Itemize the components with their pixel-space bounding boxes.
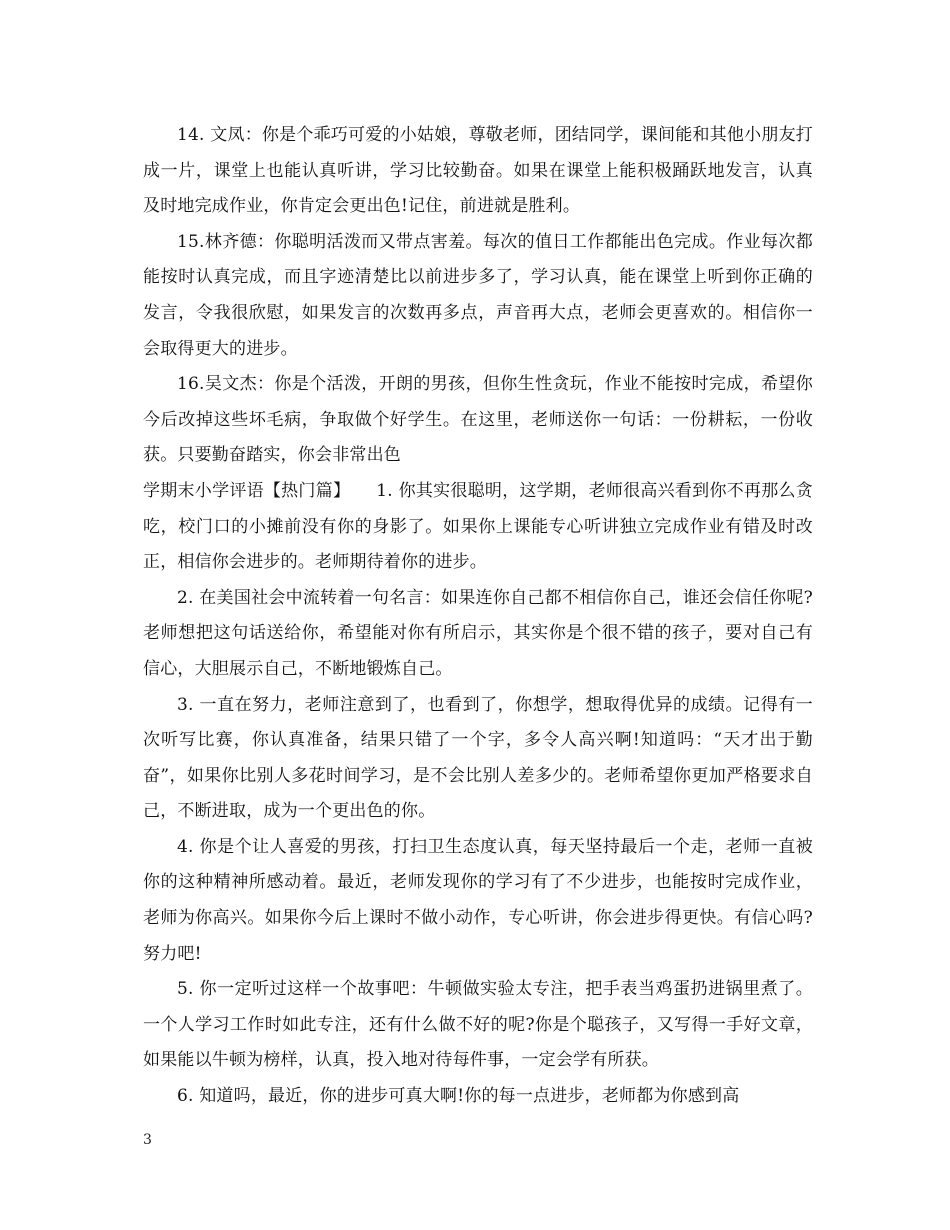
comment-paragraph-2: 2. 在美国社会中流转着一句名言：如果连你自己都不相信你自己，谁还会信任你呢?老师想把这句话送给你，希望能对你有所启示，其实你是个很不错的孩子，要对自己有信心，大胆展示自己，不断地锻炼自己。 — [143, 587, 813, 679]
comment-paragraph-15: 15.林齐德：你聪明活泼而又带点害羞。每次的值日工作都能出色完成。作业每次都能按时认真完成，而且字迹清楚比以前进步多了，学习认真，能在课堂上听到你正确的发言，令我很欣慰，如果发言的次数再多点，声音再大点，老师会更喜欢的。相信你一会取得更大的进步。 — [143, 231, 813, 359]
document-body — [143, 118, 813, 1115]
comment-paragraph-4: 4. 你是个让人喜爱的男孩，打扫卫生态度认真，每天坚持最后一个走，老师一直被你的这种精神所感动着。最近，老师发现你的学习有了不少进步，也能按时完成作业，老师为你高兴。如果你今后上课时不做小动作，专心听讲，你会进步得更快。有信心吗?努力吧! — [143, 836, 813, 964]
comment-paragraph-14: 14. 文凤：你是个乖巧可爱的小姑娘，尊敬老师，团结同学，课间能和其他小朋友打成一片，课堂上也能认真听讲，学习比较勤奋。如果在课堂上能积极踊跃地发言，认真及时地完成作业，你肯定会更出色!记住，前进就是胜利。 — [143, 125, 813, 217]
comment-paragraph-6: 6. 知道吗，最近，你的进步可真大啊!你的每一点进步，老师都为你感到高 — [177, 1086, 740, 1107]
section-heading-paragraph-1: 学期末小学评语【热门篇】 1. 你其实很聪明，这学期，老师很高兴看到你不再那么贪吃，校门口的小摊前没有你的身影了。如果你上课能专心听讲独立完成作业有错及时改正，相信你会进步的。老师期待着你的进步。 — [143, 480, 813, 573]
comment-paragraph-3: 3. 一直在努力，老师注意到了，也看到了，你想学，想取得优异的成绩。记得有一次听写比赛，你认真准备，结果只错了一个字，多令人高兴啊!知道吗：“天才出于勤奋”，如果你比别人多花时间学习，是不会比别人差多少的。老师希望你更加严格要求自己，不断进取，成为一个更出色的你。 — [143, 694, 813, 822]
page-number: 3 — [143, 1132, 152, 1148]
comment-paragraph-16: 16.吴文杰：你是个活泼，开朗的男孩，但你生性贪玩，作业不能按时完成，希望你今后改掉这些坏毛病，争取做个好学生。在这里，老师送你一句话：一份耕耘，一份收获。只要勤奋踏实，你会非常出色 — [143, 374, 813, 466]
comment-paragraph-5: 5. 你一定听过这样一个故事吧：牛顿做实验太专注，把手表当鸡蛋扔进锅里煮了。一个人学习工作时如此专注，还有什么做不好的呢?你是个聪孩子，又写得一手好文章，如果能以牛顿为榜样，认真，投入地对待每件事，一定会学有所获。 — [143, 979, 813, 1071]
